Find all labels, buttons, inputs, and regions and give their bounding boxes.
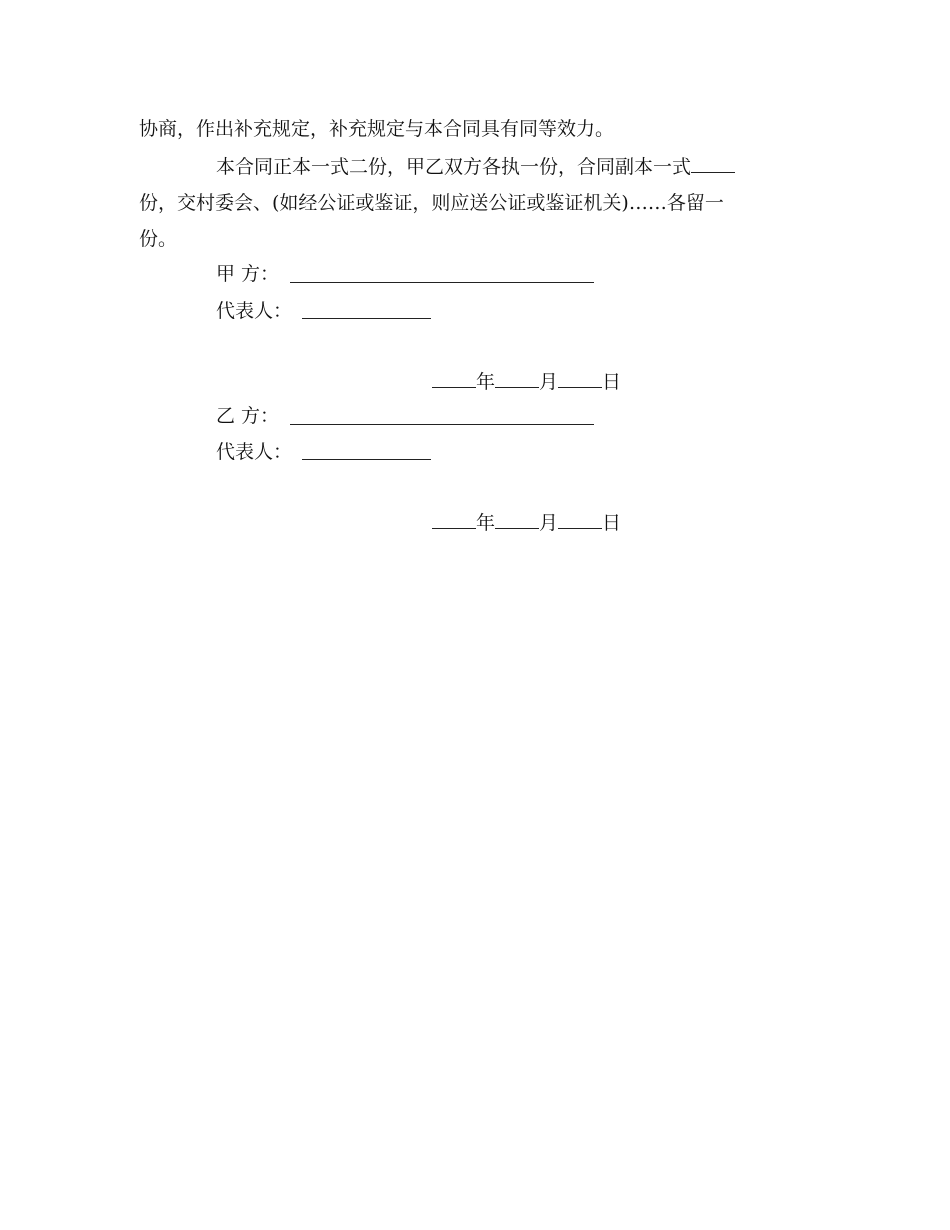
party-a-date (432, 369, 621, 394)
party-b-blank (290, 424, 594, 425)
paragraph-line-2 (216, 154, 735, 179)
party-b-rep-label: 代表人： (216, 441, 293, 463)
party-a-blank (290, 282, 594, 283)
party-b-year-label: 年 (476, 512, 496, 534)
party-b-date (432, 510, 621, 535)
party-b-year-blank (432, 510, 476, 529)
party-b-month-blank (495, 510, 539, 529)
party-b-rep-blank (302, 459, 431, 460)
paragraph-line-4: 份。 (139, 228, 178, 250)
party-a-month-blank (495, 369, 539, 388)
party-a-rep-label: 代表人： (216, 300, 293, 322)
party-a-day-blank (558, 369, 602, 388)
party-b-label: 乙 方： (216, 405, 280, 427)
party-a-rep-blank (302, 318, 431, 319)
party-a-month-label: 月 (539, 371, 559, 393)
paragraph-line-3: 份，交村委会、(如经公证或鉴证，则应送公证或鉴证机关)……各留一 (139, 192, 724, 214)
party-a-day-label: 日 (602, 371, 622, 393)
copies-blank (691, 154, 735, 173)
party-b-day-blank (558, 510, 602, 529)
paragraph-line-2-text: 本合同正本一式二份，甲乙双方各执一份，合同副本一式 (216, 156, 692, 178)
party-b-month-label: 月 (539, 512, 559, 534)
party-b-day-label: 日 (602, 512, 622, 534)
party-a-year-label: 年 (476, 371, 496, 393)
paragraph-line-1: 协商，作出补充规定，补充规定与本合同具有同等效力。 (139, 118, 615, 140)
party-a-label: 甲 方： (216, 263, 280, 285)
party-a-year-blank (432, 369, 476, 388)
